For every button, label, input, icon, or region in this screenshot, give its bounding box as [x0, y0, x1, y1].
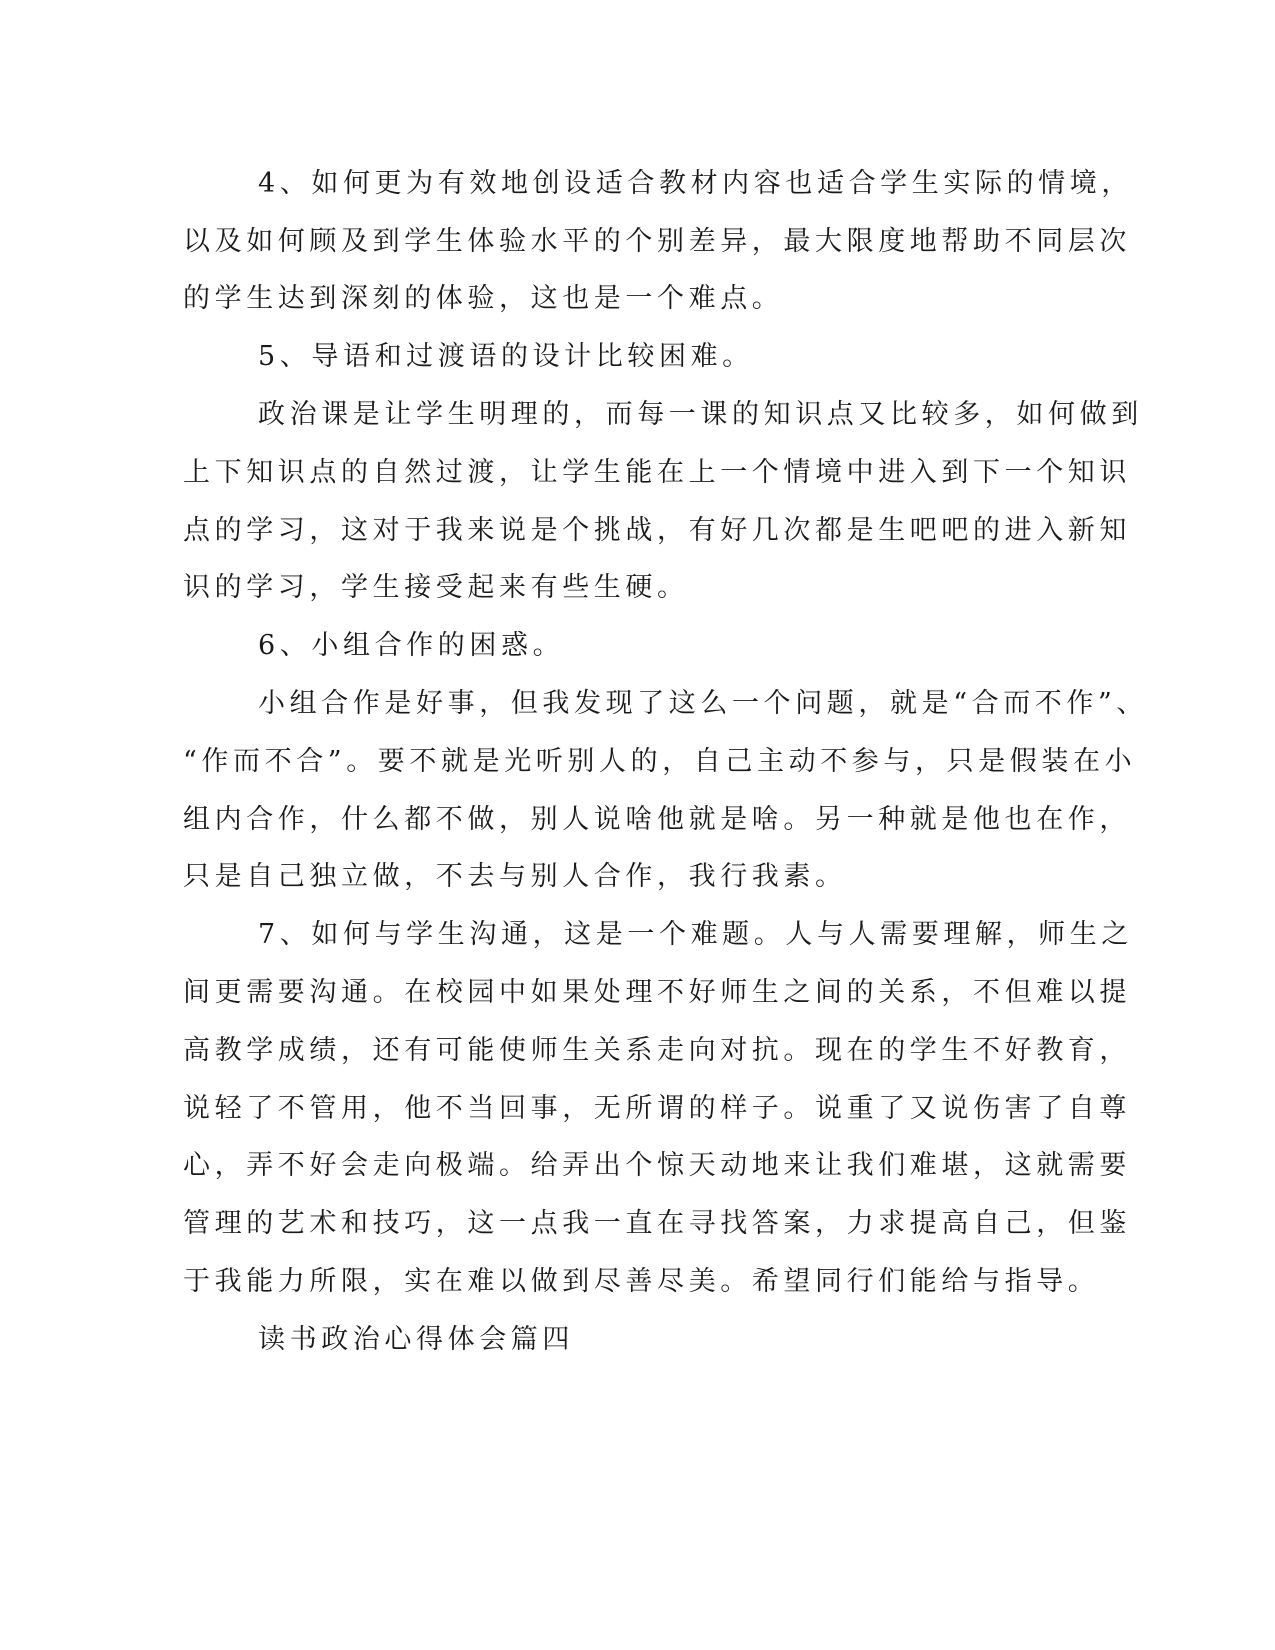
- paragraph-7-line-2: 间更需要沟通。在校园中如果处理不好师生之间的关系，不但难以提: [183, 977, 1131, 1008]
- heading-item-6: 6、小组合作的困惑。: [258, 630, 565, 661]
- heading-item-5: 5、导语和过渡语的设计比较困难。: [258, 341, 754, 372]
- paragraph-4-line-2: 以及如何顾及到学生体验水平的个别差异，最大限度地帮助不同层次: [183, 226, 1131, 257]
- paragraph-6-line-4: 只是自己独立做，不去与别人合作，我行我素。: [183, 861, 847, 892]
- paragraph-7-line-3: 高教学成绩，还有可能使师生关系走向对抗。现在的学生不好教育，: [183, 1035, 1131, 1066]
- paragraph-7-line-7: 于我能力所限，实在难以做到尽善尽美。希望同行们能给与指导。: [183, 1266, 1100, 1297]
- paragraph-4-line-1: 4、如何更为有效地创设适合教材内容也适合学生实际的情境，: [258, 168, 1133, 199]
- paragraph-6-line-2: “作而不合”。要不就是光听别人的，自己主动不参与，只是假装在小: [183, 746, 1137, 777]
- paragraph-5-line-4: 识的学习，学生接受起来有些生硬。: [183, 572, 689, 603]
- paragraph-5-line-3: 点的学习，这对于我来说是个挑战，有好几次都是生吧吧的进入新知: [183, 515, 1131, 546]
- paragraph-7-line-5: 心，弄不好会走向极端。给弄出个惊天动地来让我们难堪，这就需要: [183, 1150, 1131, 1181]
- paragraph-7-line-4: 说轻了不管用，他不当回事，无所谓的样子。说重了又说伤害了自尊: [183, 1093, 1131, 1124]
- paragraph-6-line-1: 小组合作是好事，但我发现了这么一个问题，就是“合而不作”、: [258, 688, 1149, 719]
- paragraph-5-line-1: 政治课是让学生明理的，而每一课的知识点又比较多，如何做到: [258, 399, 1143, 430]
- paragraph-5-line-2: 上下知识点的自然过渡，让学生能在上一个情境中进入到下一个知识: [183, 457, 1131, 488]
- paragraph-4-line-3: 的学生达到深刻的体验，这也是一个难点。: [183, 283, 784, 314]
- section-title: 读书政治心得体会篇四: [258, 1324, 574, 1355]
- paragraph-6-line-3: 组内合作，什么都不做，别人说啥他就是啥。另一种就是他也在作，: [183, 804, 1131, 835]
- paragraph-7-line-1: 7、如何与学生沟通，这是一个难题。人与人需要理解，师生之: [258, 919, 1133, 950]
- paragraph-7-line-6: 管理的艺术和技巧，这一点我一直在寻找答案，力求提高自己，但鉴: [183, 1208, 1131, 1239]
